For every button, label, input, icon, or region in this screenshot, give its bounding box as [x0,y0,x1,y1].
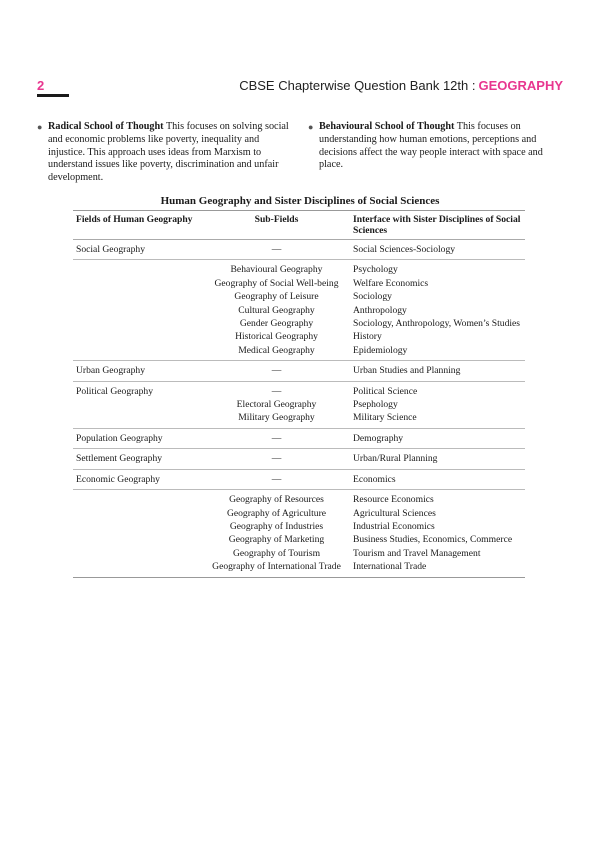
subfield-cell: Geography of Resources [203,490,350,507]
bullet-term: Radical School of Thought [48,121,164,132]
subfield-cell: Medical Geography [238,344,315,356]
book-title-text: CBSE Chapterwise Question Bank 12th : [239,78,476,93]
bullet-text: This focuses on solving social and economic problems like poverty, inequality and injustice. This approach uses ideas from Marxism to understand issues like poverty, discrimination and unfair development. [48,121,289,184]
bullet-icon: ● [308,122,314,132]
field-cell [73,490,203,507]
interface-cell: Military Science [353,412,417,424]
table-row [73,277,525,290]
bullet-icon: ● [37,122,43,132]
bullet-text: This focuses on understanding how human emotions, perceptions and decisions affect the way people interact with space and place. [319,121,543,171]
subfield-cell: Geography of International Trade [203,560,350,577]
interface-cell: Tourism and Travel Management [353,547,481,559]
table-row [73,260,525,277]
subfield-cell: Electoral Geography [236,399,317,411]
field-cell [73,533,203,546]
subfield-cell: Gender Geography [239,318,314,330]
table-row [73,344,525,361]
bullet-item-radical [37,121,290,185]
interface-cell: Sociology, Anthropology, Women’s Studies [353,318,521,330]
subfield-cell: Geography of Social Well-being [214,277,339,289]
page-number: 2 [37,78,45,93]
interface-cell: Resource Economics [350,490,525,507]
subfield-cell: Behavioural Geography [203,260,350,277]
field-cell [73,304,203,317]
field-cell [73,411,203,428]
interface-cell: Political Science [350,381,525,398]
interface-cell: Welfare Economics [353,277,429,289]
interface-cell: Social Sciences-Sociology [353,244,456,255]
field-cell [73,520,203,533]
interface-cell: Psephology [353,399,398,411]
table-row [73,520,525,533]
interface-cell: Economics [350,469,525,489]
table-row [73,533,525,546]
table-row [73,304,525,317]
interface-cell: Anthropology [353,304,407,316]
field-cell [73,330,203,343]
interface-cell: Sociology [353,291,392,303]
header-subfields: Sub-Fields [203,211,350,240]
table-header-row [73,211,525,240]
subfield-cell: — [203,361,350,381]
interface-cell: International Trade [350,560,525,577]
subfield-cell: Cultural Geography [238,304,315,316]
field-cell [73,547,203,560]
disciplines-table [73,210,525,578]
page-header [37,78,563,102]
bullet-item-behavioural [308,121,563,172]
field-cell: Social Geography [76,244,146,255]
subfield-cell: Geography of Agriculture [226,507,327,519]
interface-cell: Urban Studies and Planning [350,361,525,381]
field-cell: Population Geography [73,428,203,448]
field-cell: Economic Geography [73,469,203,489]
subfield-cell: — [203,449,350,469]
bullet-term: Behavioural School of Thought [319,121,455,132]
table-row [73,361,525,381]
subfield-cell: — [271,244,282,255]
subfield-cell: Military Geography [238,412,315,424]
subfield-cell: Historical Geography [235,331,318,343]
field-cell: Settlement Geography [73,449,203,469]
table-row [73,428,525,448]
interface-cell: Urban/Rural Planning [350,449,525,469]
header-fields: Fields of Human Geography [73,211,203,240]
subfield-cell: — [203,381,350,398]
table-title: Human Geography and Sister Disciplines of Social Sciences [160,195,440,207]
field-cell [73,290,203,303]
field-cell [73,277,203,290]
field-cell [73,507,203,520]
table-row [73,490,525,507]
field-cell [73,317,203,330]
field-cell: Urban Geography [73,361,203,381]
interface-cell: Demography [350,428,525,448]
field-cell: Political Geography [73,381,203,398]
field-cell [73,344,203,361]
book-subject: GEOGRAPHY [478,78,563,93]
interface-cell: Industrial Economics [353,520,435,532]
table-row [73,449,525,469]
header-interface: Interface with Sister Disciplines of Social Sciences [350,211,525,240]
table-row [73,290,525,303]
subfield-cell: — [203,469,350,489]
interface-cell: History [353,331,382,343]
table-row [73,547,525,560]
field-cell [73,398,203,411]
table-row [73,240,525,260]
intro-left-column [37,121,290,185]
table-row [73,560,525,577]
intro-right-column [308,121,563,172]
interface-cell: Psychology [350,260,525,277]
table-row [73,330,525,343]
field-cell [73,560,203,577]
table-row [73,381,525,398]
subfield-cell: Geography of Industries [229,520,324,532]
interface-cell: Business Studies, Economics, Commerce [353,534,513,546]
page-number-rule [37,94,69,97]
table-row [73,507,525,520]
subfield-cell: — [203,428,350,448]
book-title [239,78,563,93]
table-row [73,469,525,489]
table-row [73,398,525,411]
subfield-cell: Geography of Tourism [232,547,321,559]
field-cell [73,260,203,277]
interface-cell: Agricultural Sciences [353,507,436,519]
subfield-cell: Geography of Marketing [228,534,325,546]
interface-cell: Epidemiology [353,344,408,356]
table-row [73,411,525,428]
subfield-cell: Geography of Leisure [234,291,319,303]
table-row [73,317,525,330]
